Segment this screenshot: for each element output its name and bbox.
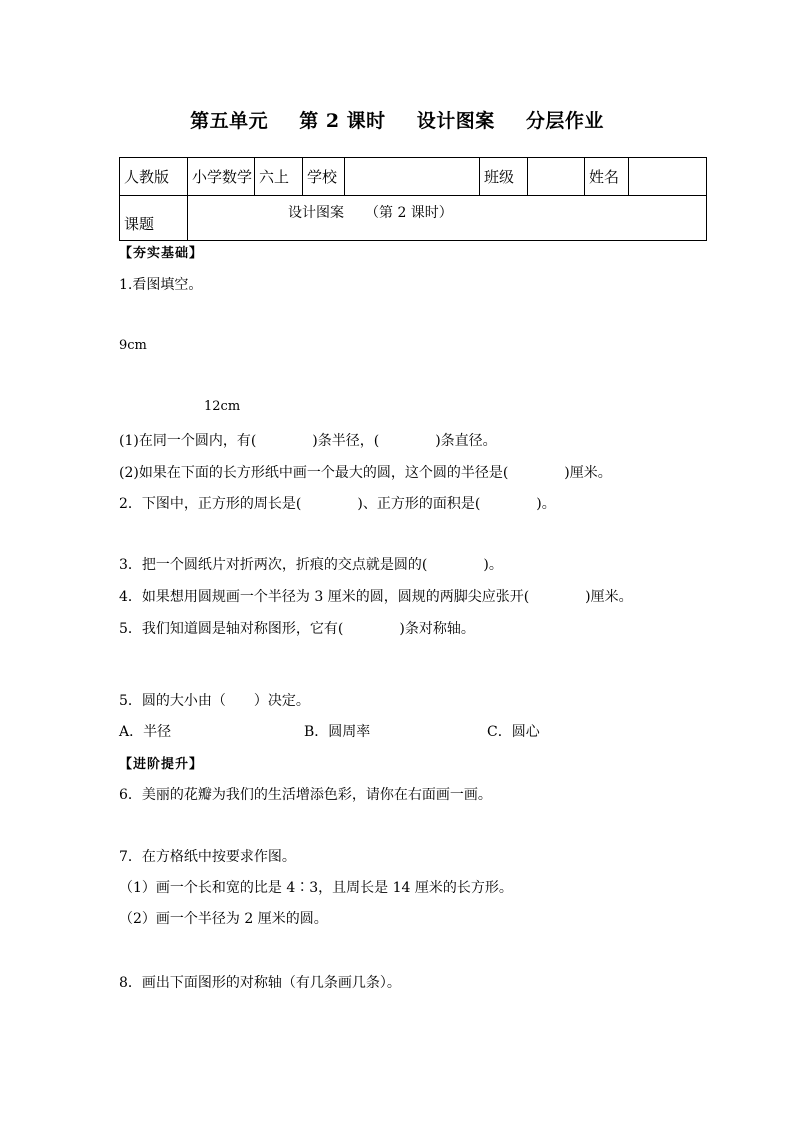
option-b: B．圆周率 xyxy=(304,724,371,740)
question-6: 6．美丽的花瓣为我们的生活增添色彩，请你在右面画一画。 xyxy=(119,787,492,803)
question-1-2: (2)如果在下面的长方形纸中画一个最大的圆，这个圆的半径是( )厘米。 xyxy=(119,465,612,481)
label-12cm: 12cm xyxy=(204,399,241,414)
question-8: 8．画出下面图形的对称轴（有几条画几条）。 xyxy=(119,975,401,991)
question-1: 1.看图填空。 xyxy=(119,277,203,293)
topic-label: 课题 xyxy=(120,196,188,241)
name-label: 姓名 xyxy=(585,158,629,196)
question-5a: 5．我们知道圆是轴对称图形，它有( )条对称轴。 xyxy=(119,621,475,637)
topic-value: 设计图案 （第 2 课时） xyxy=(288,205,453,221)
subject-cell: 小学数学 xyxy=(188,158,255,196)
label-9cm: 9cm xyxy=(119,338,147,353)
class-field[interactable] xyxy=(528,158,585,196)
page-title xyxy=(0,106,794,133)
question-4: 4．如果想用圆规画一个半径为 3 厘米的圆，圆规的两脚尖应张开( )厘米。 xyxy=(119,589,633,605)
question-5b: 5．圆的大小由（ ）决定。 xyxy=(119,693,310,709)
title-unit: 第五单元 xyxy=(190,110,269,132)
option-c: C．圆心 xyxy=(487,724,540,740)
question-7-2: （2）画一个半径为 2 厘米的圆。 xyxy=(119,911,328,927)
question-1-1: (1)在同一个圆内，有( )条半径，( )条直径。 xyxy=(119,433,497,449)
question-2: 2．下图中，正方形的周长是( )、正方形的面积是( )。 xyxy=(119,496,556,512)
school-field[interactable] xyxy=(345,158,480,196)
topic-cell xyxy=(188,196,707,241)
title-lesson: 第 2 课时 xyxy=(299,110,386,132)
info-table xyxy=(119,157,707,241)
title-topic: 设计图案 xyxy=(416,110,495,132)
title-type: 分层作业 xyxy=(525,110,604,132)
question-7-1: （1）画一个长和宽的比是 4∶3，且周长是 14 厘米的长方形。 xyxy=(119,880,513,896)
section-advanced: 【进阶提升】 xyxy=(119,757,204,772)
question-3: 3．把一个圆纸片对折两次，折痕的交点就是圆的( )。 xyxy=(119,557,503,573)
section-basic: 【夯实基础】 xyxy=(119,246,204,261)
school-label: 学校 xyxy=(303,158,345,196)
question-7: 7．在方格纸中按要求作图。 xyxy=(119,849,296,865)
publisher-cell: 人教版 xyxy=(120,158,188,196)
option-a: A．半径 xyxy=(119,724,172,740)
class-label: 班级 xyxy=(480,158,528,196)
grade-cell: 六上 xyxy=(255,158,303,196)
name-field[interactable] xyxy=(629,158,707,196)
